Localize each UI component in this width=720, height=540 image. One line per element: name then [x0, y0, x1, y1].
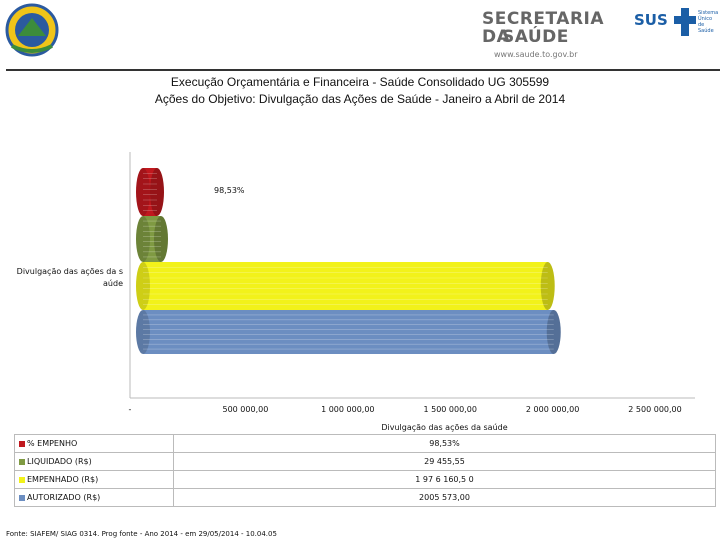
sus-cross-icon	[674, 6, 696, 38]
bar-3	[143, 310, 554, 354]
category-label-cont: aúde	[103, 279, 123, 288]
chart-subtitle: Ações do Objetivo: Divulgação das Ações de Saúde - Janeiro a Abril de 2014	[154, 92, 566, 106]
legend-swatch	[19, 441, 25, 447]
sus-logo	[632, 2, 719, 46]
table-row	[15, 489, 716, 507]
x-tick-label: 1 000 000,00	[321, 405, 375, 414]
bar-end-cap-3	[547, 310, 561, 354]
bar-start-cap-2	[136, 262, 150, 310]
secretaria-logo	[470, 8, 605, 64]
x-tick-label: 2 500 000,00	[628, 405, 682, 414]
bar-start-cap-0	[136, 168, 150, 216]
legend-name: EMPENHADO (R$)	[27, 475, 99, 484]
table-value: 2005 573,00	[174, 489, 716, 507]
table-value: 29 455,55	[174, 453, 716, 471]
sus-subtitle: Sistema Único de Saúde	[698, 10, 719, 34]
legend-swatch	[19, 459, 25, 465]
x-tick-label: 500 000,00	[222, 405, 269, 414]
table-value: 1 97 6 160,5 0	[174, 471, 716, 489]
saude-title: SAÚDE	[502, 27, 569, 47]
legend-cell	[15, 435, 174, 453]
category-label: Divulgação das ações da s	[16, 267, 123, 276]
secretaria-url: www.saude.to.gov.br	[494, 50, 578, 59]
secretaria-title: SECRETARIA DA	[482, 9, 605, 47]
table-header-row	[15, 420, 716, 435]
data-table	[14, 420, 716, 507]
table-header-cell: Divulgação das ações da saúde	[381, 422, 508, 432]
bar-start-cap-3	[136, 310, 150, 354]
sus-word: SUS	[634, 11, 668, 29]
bar-end-cap-1	[154, 216, 168, 262]
table-row	[15, 471, 716, 489]
table-value: 98,53%	[174, 435, 716, 453]
legend-name: LIQUIDADO (R$)	[27, 457, 92, 466]
table-header-spacer	[15, 420, 174, 435]
bar-chart	[0, 140, 720, 420]
state-seal-icon	[4, 2, 60, 58]
legend-cell	[15, 489, 174, 507]
bar-end-cap-0	[150, 168, 164, 216]
chart-title: Execução Orçamentária e Financeira - Saúde Consolidado UG 305599	[170, 75, 550, 89]
source-note: Fonte: SIAFEM/ SIAG 0314. Prog fonte - Ano 2014 - em 29/05/2014 - 10.04.05	[6, 530, 277, 538]
data-label: 98,53%	[214, 186, 245, 195]
legend-name: AUTORIZADO (R$)	[27, 493, 101, 502]
x-tick-label: 2 000 000,00	[525, 405, 580, 414]
table-row	[15, 453, 716, 471]
page-header	[0, 0, 720, 70]
table-row	[15, 435, 716, 453]
header-divider	[6, 69, 720, 71]
bar-end-cap-2	[541, 262, 555, 310]
legend-swatch	[19, 495, 25, 501]
legend-cell	[15, 453, 174, 471]
bar-start-cap-1	[136, 216, 150, 262]
x-tick-label: -	[128, 405, 132, 414]
legend-swatch	[19, 477, 25, 483]
legend-cell	[15, 471, 174, 489]
legend-name: % EMPENHO	[27, 439, 78, 448]
x-tick-label: 1 500 000,00	[423, 405, 477, 414]
bar-2	[143, 262, 548, 310]
